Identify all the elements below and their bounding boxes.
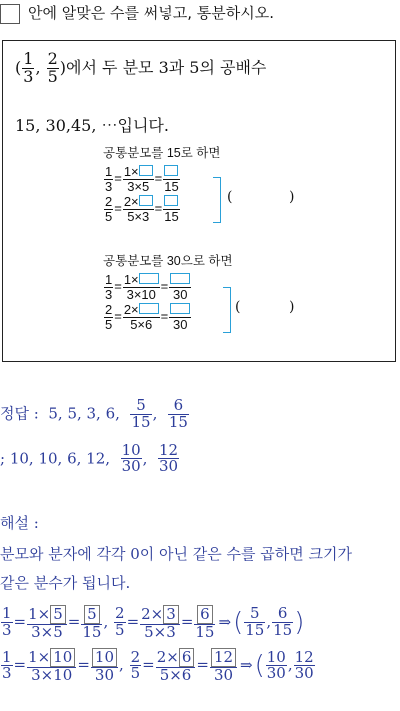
question-text: 안에 알맞은 수를 써넣고, 통분하시오.: [28, 4, 274, 22]
blank-box[interactable]: [170, 303, 190, 314]
blank-box[interactable]: [139, 273, 159, 284]
blank-box[interactable]: [164, 165, 178, 176]
answer-section: [0, 398, 190, 475]
bracket-icon: [223, 287, 231, 333]
answer-paren-open: (: [235, 299, 241, 315]
answer-paren-close: ): [289, 189, 295, 205]
fraction-1-3: $\frac{1}{3}$: [23, 49, 34, 86]
sample-heading: 공통분모를 30으로 하면: [103, 254, 233, 268]
blank-box[interactable]: [139, 303, 159, 314]
problem-box: [2, 40, 396, 362]
question: [0, 2, 274, 24]
blank-box[interactable]: [139, 165, 153, 176]
explanation-label: 해설 :: [0, 514, 39, 532]
answer-paren-open: (: [227, 189, 233, 205]
explanation-text-2: 같은 분수가 됩니다.: [0, 574, 131, 592]
sample-common-denominator-30: [103, 251, 233, 334]
blank-box[interactable]: [170, 273, 190, 284]
sample-heading: 공통분모를 15로 하면: [103, 146, 221, 160]
blank-box[interactable]: [164, 195, 178, 206]
problem-line-1: ( $\frac{1}{3}$ , $\frac{2}{5}$ )에서 두 분모 3과 5의 공배수: [15, 49, 267, 86]
sample-common-denominator-15: [103, 143, 220, 226]
answer-line-2: ; 10, 10, 6, 12, $\frac{10}{30}$ , $\frac{12}{30}$: [0, 440, 179, 476]
bracket-icon: [213, 177, 221, 223]
sample-row: $\frac{1}{3}$ = $\frac{1\times}{3\times 5}$ = 15: [105, 164, 179, 194]
explanation-text-1: 분모와 분자에 각각 0이 아닌 같은 수를 곱하면 크기가: [0, 545, 352, 563]
explanation-equation-2: $\frac{1}{3}$ = $\frac{1\times 10}{3\times 10}$ = $\frac{10}{30}$ , $\frac{2}{5}$ = $\frac{2\times 6}{5\times 6}$ = $\frac{12}{30}$ ⇒( $\frac{10}{30}$ , $\frac{12}{30}$: [2, 647, 314, 684]
sample-row: $\frac{1}{3}$ = $\frac{1\times}{3\times 10}$ = 30: [103, 273, 233, 301]
explanation-section: [0, 512, 352, 692]
sample-row: $\frac{2}{5}$ = $\frac{2\times}{5\times 3}$ = 15: [105, 194, 179, 224]
problem-line-2: 15, 30,45, ⋯입니다.: [15, 116, 169, 135]
answer-box-icon: [0, 4, 20, 24]
fraction-2-5: $\frac{2}{5}$: [47, 49, 58, 86]
explanation-equation-1: $\frac{1}{3}$ = $\frac{1\times 5}{3\times 5}$ = $\frac{5}{15}$ , $\frac{2}{5}$ = $\frac{2\times 3}{5\times 3}$ = $\frac{6}{15}$ ⇒( $\frac{5}{15}$ , $\frac{6}{15}$ ): [2, 604, 305, 641]
blank-box[interactable]: [139, 195, 153, 206]
sample-row: $\frac{2}{5}$ = $\frac{2\times}{5\times 6}$ = 30: [103, 303, 233, 331]
answer-line-1: 정답 : 5, 5, 3, 6, $\frac{5}{15}$ , $\frac{6}{15}$: [0, 396, 188, 431]
answer-label: 정답 :: [0, 404, 39, 423]
answer-paren-close: ): [289, 299, 295, 315]
